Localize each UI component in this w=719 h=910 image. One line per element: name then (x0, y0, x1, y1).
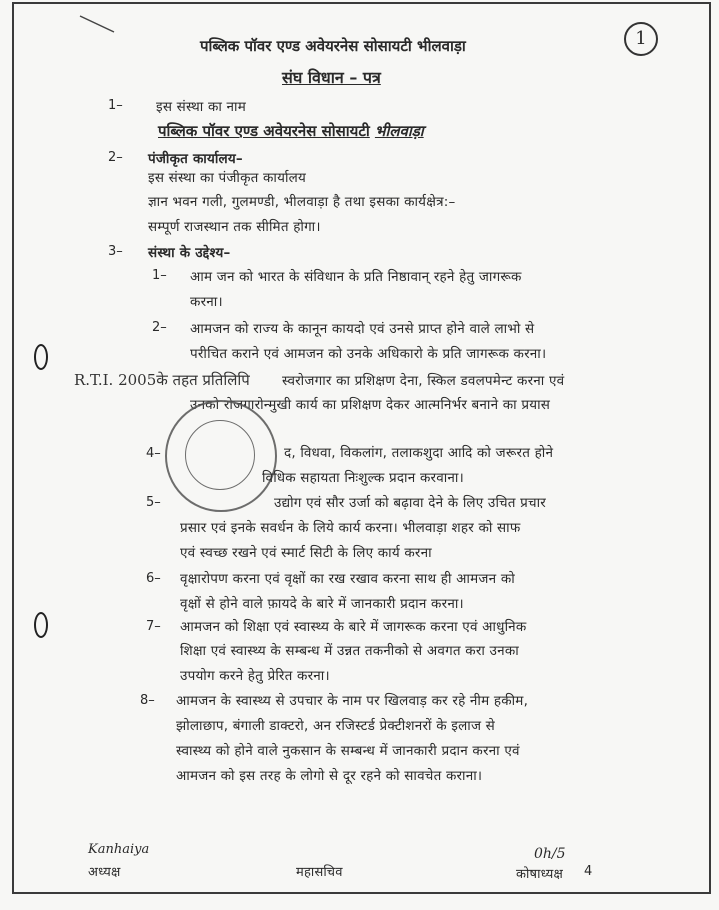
text-line: ज्ञान भवन गली, गुलमण्डी, भीलवाड़ा है तथा इसका कार्यक्षेत्र:– (148, 194, 456, 210)
treasurer-initials: 0h/5 (534, 846, 566, 862)
text-line: परीचित कराने एवं आमजन को उनके अधिकारो के प्रति जागरूक करना। (190, 346, 547, 362)
objective-number: 6– (146, 571, 161, 586)
objective-number: 4– (146, 446, 161, 461)
org-name-main: पब्लिक पॉवर एण्ड अवेयरनेस सोसायटी (158, 122, 370, 140)
section-heading: संस्था के उद्देश्य– (148, 245, 231, 261)
section-heading: पंजीकृत कार्यालय– (148, 151, 243, 167)
text-line: वृक्षों से होने वाले फ़ायदे के बारे में जानकारी प्रदान करना। (180, 596, 464, 612)
objective-number: 8– (140, 693, 155, 708)
section-heading: इस संस्था का नाम (156, 99, 246, 115)
text-line: उपयोग करने हेतु प्रेरित करना। (180, 668, 330, 684)
text-line: आमजन के स्वास्थ्य से उपचार के नाम पर खिलवाड़ कर रहे नीम हकीम, (176, 693, 529, 709)
text-line: द, विधवा, विकलांग, तलाकशुदा आदि को जरूरत होने (284, 445, 554, 461)
text-line: सम्पूर्ण राजस्थान तक सीमित होगा। (148, 219, 321, 235)
text-line: झोलाछाप, बंगाली डाक्टरो, अन रजिस्टर्ड प्रेक्टीशनरों के इलाज से (176, 718, 495, 734)
text-line: वृक्षारोपण करना एवं वृक्षों का रख रखाव करना साथ ही आमजन को (180, 571, 515, 587)
text-line: आमजन को शिक्षा एवं स्वास्थ्य के बारे में जागरूक करना एवं आधुनिक (180, 619, 527, 635)
corner-pen-mark (78, 12, 118, 36)
text-line: उनको रोजगारोन्मुखी कार्य का प्रशिक्षण देकर आत्मनिर्भर बनाने का प्रयास (190, 397, 551, 413)
section-number: 2– (108, 150, 123, 165)
society-seal-stamp (165, 400, 277, 512)
page-number: 4 (584, 864, 593, 879)
text-line: आमजन को राज्य के कानून कायदो एवं उनसे प्राप्त होने वाले लाभो से (190, 321, 535, 337)
text-line: एवं स्वच्छ रखने एवं स्मार्ट सिटी के लिए कार्य करना (180, 545, 432, 561)
doc-title: संघ विधान – पत्र (282, 68, 381, 87)
text-line: आमजन को इस तरह के लोगो से दूर रहने को सावचेत कराना। (176, 768, 483, 784)
text-line: विधिक सहायता निःशुल्क प्रदान करवाना। (262, 470, 464, 486)
org-name-line (158, 121, 424, 141)
text-line: इस संस्था का पंजीकृत कार्यालय (148, 170, 307, 186)
objective-number: 1– (152, 268, 167, 283)
text-line: स्वास्थ्य को होने वाले नुकसान के सम्बन्ध में जानकारी प्रदान करना एवं (176, 743, 520, 759)
text-line: करना। (190, 294, 223, 310)
text-line: उद्योग एवं सौर उर्जा को बढ़ावा देने के लिए उचित प्रचार (274, 495, 546, 511)
binder-hole-top (34, 344, 48, 370)
org-name-city: भीलवाड़ा (374, 122, 424, 140)
objective-number: 7– (146, 619, 161, 634)
binder-hole-bottom (34, 612, 48, 638)
text-line: आम जन को भारत के संविधान के प्रति निष्ठावान् रहने हेतु जागरूक (190, 269, 522, 285)
objective-number: 5– (146, 495, 161, 510)
text-line: प्रसार एवं इनके सवर्धन के लिये कार्य करना। भीलवाड़ा शहर को साफ (180, 520, 521, 536)
seal-inner-ring (185, 420, 255, 490)
text-line: स्वरोजगार का प्रशिक्षण देना, स्किल डवलपमेन्ट करना एवं (282, 373, 565, 389)
section-number: 3– (108, 244, 123, 259)
rti-stamp: R.T.I. 2005के तहत प्रतिलिपि (74, 371, 250, 389)
president-signature: Kanhaiya (88, 842, 150, 857)
secretary-label: महासचिव (296, 865, 343, 880)
objective-number: 2– (152, 320, 167, 335)
text-line: शिक्षा एवं स्वास्थ्य के सम्बन्ध में उन्नत तकनीको से अवगत करा उनका (180, 643, 519, 659)
treasurer-label: कोषाध्यक्ष (516, 867, 563, 882)
president-label: अध्यक्ष (88, 865, 121, 880)
org-title: पब्लिक पॉवर एण्ड अवेयरनेस सोसायटी भीलवाड़ा (200, 37, 466, 55)
section-number: 1– (108, 98, 123, 113)
page-marker: 1 (624, 22, 658, 56)
